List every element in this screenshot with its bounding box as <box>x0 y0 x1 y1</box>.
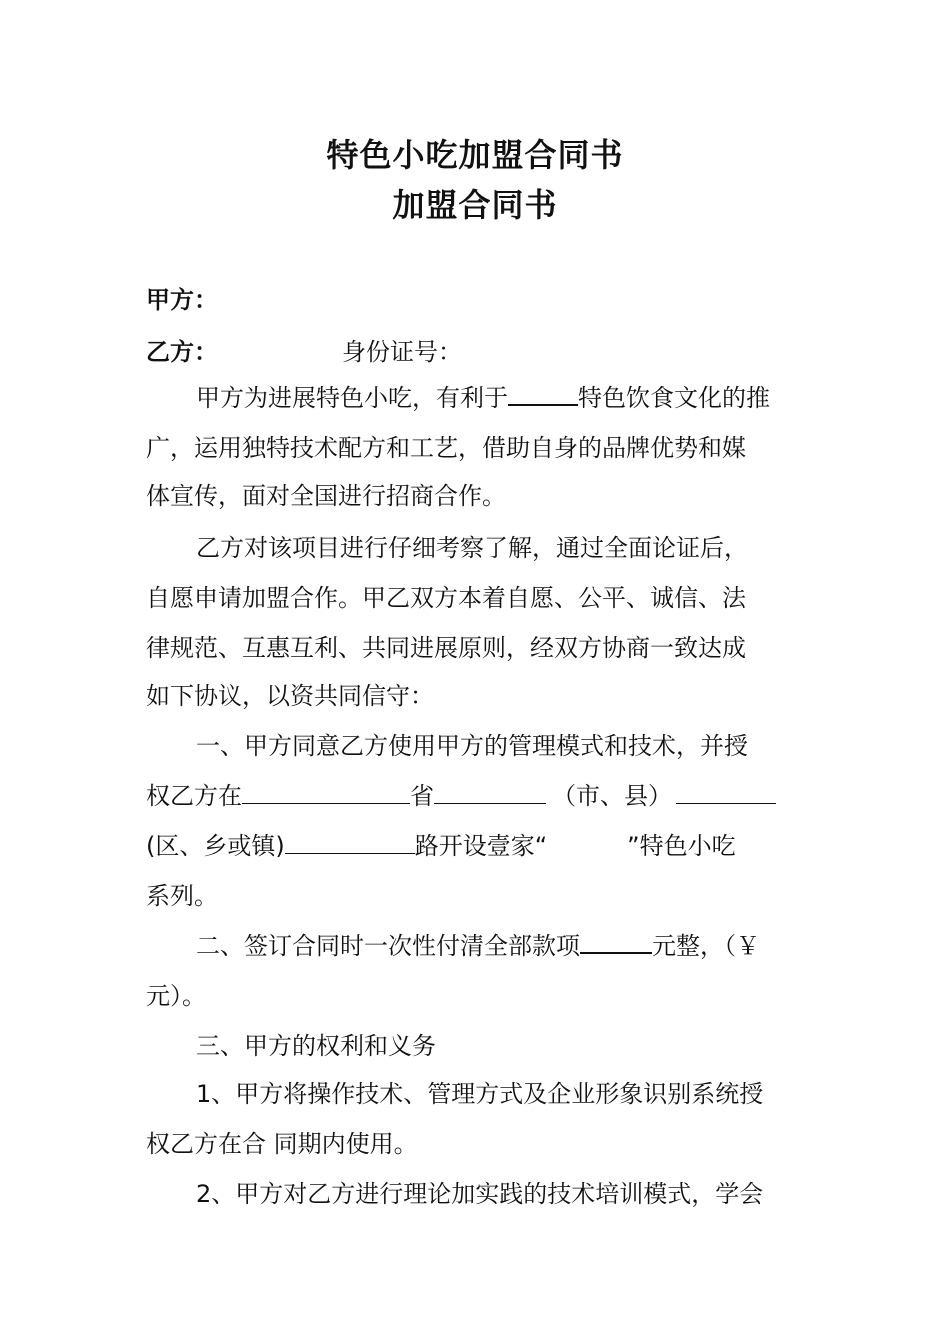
c1-text-a: 权乙方在 <box>146 782 242 810</box>
c1-line1: 一、甲方同意乙方使用甲方的管理模式和技术，并授 <box>196 732 748 760</box>
c1-text-c: （市、县） <box>552 782 672 810</box>
city-blank <box>434 781 546 804</box>
party-b-line <box>146 336 806 368</box>
c1-line2 <box>146 780 806 812</box>
c3-heading: 三、甲方的权利和义务 <box>196 1032 436 1060</box>
p1-text-a: 甲方为进展特色小吃，有利于 <box>196 384 508 412</box>
c3-item2-line1: 2、甲方对乙方进行理论加实践的技术培训模式，学会 <box>196 1180 764 1208</box>
c1-text-b: 省 <box>410 782 434 810</box>
blank-field <box>508 382 578 406</box>
amount-blank <box>580 930 652 954</box>
p2-line4: 如下协议，以资共同信守： <box>146 682 434 710</box>
c3-item1-line1: 1、甲方将操作技术、管理方式及企业形象识别系统授 <box>196 1080 764 1108</box>
province-blank <box>242 781 410 804</box>
party-b-label: 乙方： <box>146 338 218 366</box>
c1-text-e: 路开设壹家“ <box>414 832 548 860</box>
document-title: 特色小吃加盟合同书 <box>326 136 624 174</box>
district-blank <box>676 781 776 804</box>
c2-line1 <box>146 930 856 962</box>
c2-line2: 元）。 <box>146 982 206 1010</box>
c3-item1-line2: 权乙方在合 同期内使用。 <box>146 1130 418 1158</box>
p2-line3: 律规范、互惠互利、共同进展原则，经双方协商一致达成 <box>146 634 746 662</box>
c1-line4: 系列。 <box>146 882 218 910</box>
p2-line2: 自愿申请加盟合作。甲乙双方本着自愿、公平、诚信、法 <box>146 584 746 612</box>
c1-line3 <box>146 830 806 862</box>
p1-line1 <box>146 382 856 414</box>
c1-text-f: ”特色小吃 <box>627 832 736 860</box>
c2-text-b: 元整，（￥ <box>652 932 760 960</box>
p1-line2: 广，运用独特技术配方和工艺，借助自身的品牌优势和媒 <box>146 434 746 462</box>
id-number-label: 身份证号： <box>342 338 462 366</box>
road-blank <box>285 831 415 854</box>
p1-text-b: 特色饮食文化的推 <box>578 384 770 412</box>
party-a-label: 甲方： <box>146 286 218 314</box>
document-subtitle: 加盟合同书 <box>392 186 558 224</box>
p1-line3: 体宣传，面对全国进行招商合作。 <box>146 482 506 510</box>
c2-text-a: 二、签订合同时一次性付清全部款项 <box>196 932 580 960</box>
p2-line1: 乙方对该项目进行仔细考察了解，通过全面论证后， <box>196 534 748 562</box>
c1-text-d: (区、乡或镇) <box>146 832 285 860</box>
